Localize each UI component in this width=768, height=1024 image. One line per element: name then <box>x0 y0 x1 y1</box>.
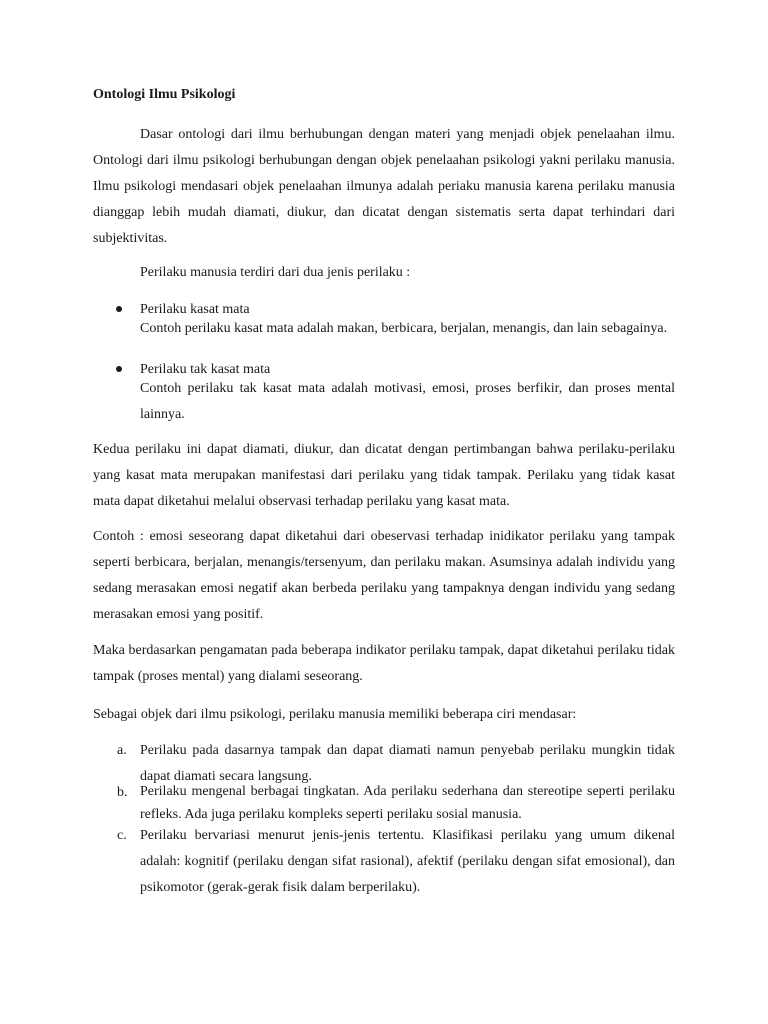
list-item-body: Contoh perilaku kasat mata adalah makan, berbicara, berjalan, menangis, dan lain sebagainya. <box>140 321 668 336</box>
kedua-paragraph: Kedua perilaku ini dapat diamati, diukur, dan dicatat dengan pertimbangan bahwa perilaku-perilaku yang kasat mata merupakan manifestasi dari perilaku yang tidak tampak. Perilaku yang tidak kasat mata dapat diketahui melalui observasi terhadap perilaku yang kasat mata. <box>93 442 675 509</box>
list-item-kasat-mata <box>140 301 675 342</box>
document-title: Ontologi Ilmu Psikologi <box>93 87 236 102</box>
bullet-icon <box>116 306 122 312</box>
list-marker: b. <box>117 785 128 800</box>
ciri-item-b <box>140 780 675 826</box>
ciri-item-text: Perilaku pada dasarnya tampak dan dapat diamati namun penyebab perilaku mungkin tidak dapat diamati secara langsung. <box>140 743 675 784</box>
intro-paragraph: Dasar ontologi dari ilmu berhubungan dengan materi yang menjadi objek penelaahan ilmu. Ontologi dari ilmu psikologi berhubungan dengan objek penelaahan psikologi yakni perilaku manusia. Ilmu psikologi mendasari objek penelaahan ilmunya adalah periaku manusia karena perilaku manusia dianggap lebih mudah diamati, diukur, dan dicatat dengan sistematis serta dapat terhindari dari subjektivitas. <box>93 127 675 246</box>
ciri-item-text: Perilaku mengenal berbagai tingkatan. Ada perilaku sederhana dan stereotipe seperti perilaku refleks. Ada juga perilaku kompleks seperti perilaku sosial manusia. <box>140 784 675 822</box>
ciri-intro-paragraph: Sebagai objek dari ilmu psikologi, perilaku manusia memiliki beberapa ciri mendasar: <box>93 707 577 722</box>
bullet-icon <box>116 366 122 372</box>
list-marker: a. <box>117 743 127 758</box>
list-item-heading: Perilaku tak kasat mata <box>140 362 271 377</box>
list-item-body: Contoh perilaku tak kasat mata adalah motivasi, emosi, proses berfikir, dan proses mental lainnya. <box>140 381 675 422</box>
list-item-tak-kasat-mata <box>140 361 675 428</box>
list-marker: c. <box>117 828 127 843</box>
types-intro-paragraph: Perilaku manusia terdiri dari dua jenis perilaku : <box>140 265 411 280</box>
ciri-item-text: Perilaku bervariasi menurut jenis-jenis tertentu. Klasifikasi perilaku yang umum dikenal adalah: kognitif (perilaku dengan sifat rasional), afektif (perilaku dengan sifat emosional), dan psikomotor (gerak-gerak fisik dalam berperilaku). <box>140 828 675 895</box>
list-item-heading: Perilaku kasat mata <box>140 302 250 317</box>
maka-paragraph: Maka berdasarkan pengamatan pada beberapa indikator perilaku tampak, dapat diketahui perilaku tidak tampak (proses mental) yang dialami seseorang. <box>93 643 675 684</box>
ciri-item-c <box>140 823 675 901</box>
contoh-paragraph: Contoh : emosi seseorang dapat diketahui dari obeservasi terhadap inidikator perilaku yang tampak seperti berbicara, berjalan, menangis/tersenyum, dan perilaku makan. Asumsinya adalah individu yang sedang merasakan emosi negatif akan berbeda perilaku yang tampaknya dengan individu yang sedang merasakan emosi yang positif. <box>93 529 675 622</box>
